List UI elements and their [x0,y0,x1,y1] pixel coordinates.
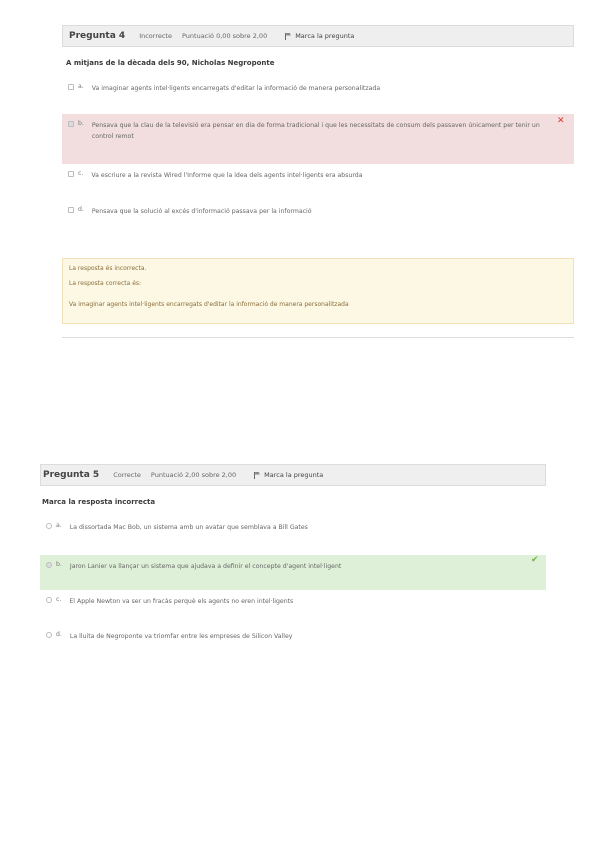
question-5-header [40,464,546,486]
option-text: El Apple Newton va ser un fracàs perquè els agents no eren intel·ligents [69,598,294,605]
question-4-state: Incorrecte [139,32,172,40]
correct-icon: ✔ [531,555,539,565]
option-radio[interactable] [46,523,52,529]
option-text: Pensava que la solució al excés d'informació passava per la informació [91,208,312,215]
question-5-option-c[interactable] [46,596,536,607]
question-5-number [43,470,99,480]
feedback-correct-label: La resposta correcta és: [69,280,142,287]
question-4-divider [62,337,574,338]
question-4-flag-label: Marca la pregunta [295,32,355,40]
question-4-option-c[interactable] [68,170,568,181]
option-letter: b. [56,561,62,568]
question-4-text: A mitjans de la dècada dels 90, Nicholas Negroponte [66,59,275,67]
option-text: Pensava que la clau de la televisió era pensar en dia de forma tradicional i que les necessitats de consum dels passaven únicament per tenir un control remot [91,122,540,140]
question-5-num: 5 [92,470,100,480]
incorrect-icon: ✕ [557,116,565,126]
question-5-text: Marca la resposta incorrecta [42,498,156,506]
option-radio[interactable] [46,632,52,638]
option-checkbox[interactable] [68,84,74,90]
feedback-correct-answer: Va imaginar agents intel·ligents encarregats d'editar la informació de manera personalitzada [69,301,349,308]
option-letter: b. [78,120,84,127]
question-4-prefix: Pregunta [69,31,116,41]
flag-icon [285,33,291,40]
option-radio[interactable] [46,562,52,568]
question-4-feedback [62,258,574,324]
question-5-option-d[interactable] [46,631,536,642]
question-5-option-b[interactable] [40,555,546,590]
question-4-option-d[interactable] [68,206,568,217]
option-text: Jaron Lanier va llançar un sistema que ajudava a definir el concepte d'agent intel·ligent [69,563,342,570]
question-5-option-a[interactable] [46,522,536,533]
option-radio[interactable] [46,597,52,603]
question-4-number [69,31,125,41]
option-letter: a. [78,83,84,90]
question-4-score: Puntuació 0,00 sobre 2,00 [181,32,268,40]
question-5-prefix: Pregunta [43,470,90,480]
question-4-header [62,25,574,47]
option-checkbox[interactable] [68,207,74,213]
option-letter: c. [56,596,62,603]
option-letter: a. [56,522,62,529]
question-5-flag-label: Marca la pregunta [264,471,324,479]
option-letter: d. [78,206,84,213]
question-4-option-a[interactable] [68,83,568,94]
question-5-state: Correcte [113,471,141,479]
option-text: La lluita de Negroponte va triomfar entre les empreses de Silicon Valley [69,633,293,640]
question-4-flag-button[interactable] [285,32,354,40]
option-letter: c. [78,170,84,177]
question-5-score: Puntuació 2,00 sobre 2,00 [150,471,237,479]
question-5-flag-button[interactable] [254,471,323,479]
option-letter: d. [56,631,62,638]
question-4-option-b[interactable] [62,114,574,164]
option-checkbox[interactable] [68,121,74,127]
option-text: La dissortada Mac Bob, un sistema amb un avatar que semblava a Bill Gates [69,524,308,531]
option-text: Va escriure a la revista Wired l'Informe que la idea dels agents intel·ligents era absurda [91,172,363,179]
option-text: Va imaginar agents intel·ligents encarregats d'editar la informació de manera personalitzada [91,85,381,92]
flag-icon [254,472,260,479]
question-4-num: 4 [118,31,126,41]
option-checkbox[interactable] [68,171,74,177]
feedback-result: La resposta és incorrecta. [69,265,147,272]
